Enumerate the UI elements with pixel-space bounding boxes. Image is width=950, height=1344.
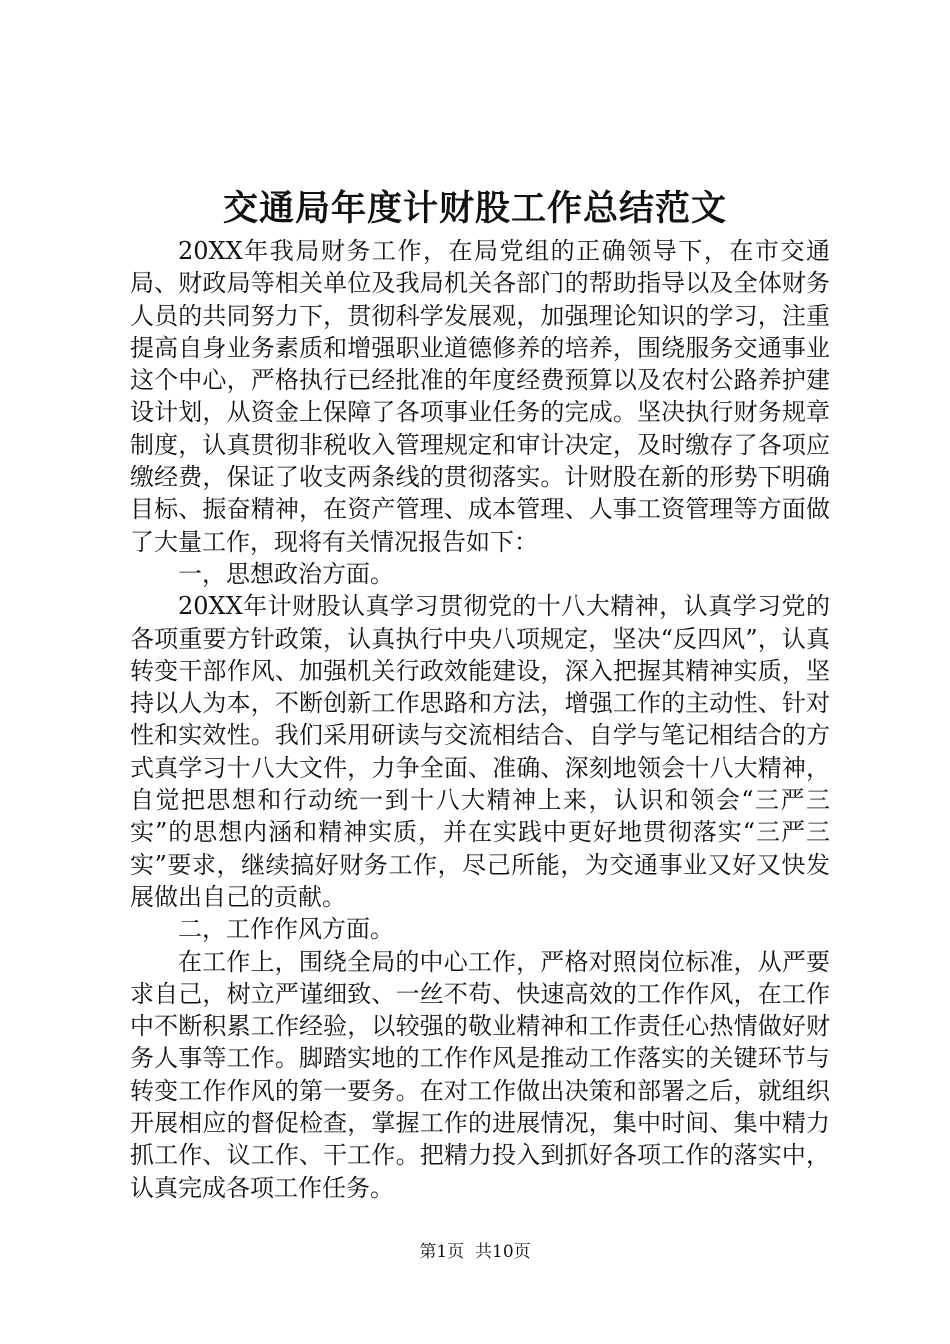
section-heading-2: 二，工作作风方面。 xyxy=(178,915,394,944)
paragraph-political: 20XX年计财股认真学习贯彻党的十八大精神，认真学习党的各项重要方针政策，认真执行中央八项规定，坚决“反四风”，认真转变干部作风、加强机关行政效能建设，深入把握其精神实质，坚持以人为本，不断创新工作思路和方法，增强工作的主动性、针对性和实效性。我们采用研读与交流相结合、自学与笔记相结合的方式真学习十八大文件，力争全面、准确、深刻地领会十八大精神，自觉把思想和行动统一到十八大精神上来，认识和领会“三严三实”的思想内涵和精神实质，并在实践中更好地贯彻落实“三严三实”要求，继续搞好财务工作，尽己所能，为交通事业又好又快发展做出自己的贡献。 xyxy=(130,592,830,911)
paragraph-work-style: 在工作上，围绕全局的中心工作，严格对照岗位标准，从严要求自己，树立严谨细致、一丝不苟、快速高效的工作作风，在工作中不断积累工作经验，以较强的敬业精神和工作责任心热情做好财务人事等工作。脚踏实地的工作作风是推动工作落实的关键环节与转变工作作风的第一要务。在对工作做出决策和部署之后，就组织开展相应的督促检查，掌握工作的进展情况，集中时间、集中精力抓工作、议工作、干工作。把精力投入到抓好各项工作的落实中，认真完成各项工作任务。 xyxy=(130,947,830,1202)
document-body xyxy=(130,235,830,1204)
paragraph-intro: 20XX年我局财务工作，在局党组的正确领导下，在市交通局、财政局等相关单位及我局机关各部门的帮助指导以及全体财务人员的共同努力下，贯彻科学发展观，加强理论知识的学习，注重提高自身业务素质和增强职业道德修养的培养，围绕服务交通事业这个中心，严格执行已经批准的年度经费预算以及农村公路养护建设计划，从资金上保障了各项事业任务的完成。坚决执行财务规章制度，认真贯彻非税收入管理规定和审计决定，及时缴存了各项应缴经费，保证了收支两条线的贯彻落实。计财股在新的形势下明确目标、振奋精神，在资产管理、成本管理、人事工资管理等方面做了大量工作，现将有关情况报告如下： xyxy=(130,237,830,556)
page-total: 共10页 xyxy=(475,1242,531,1262)
document-title: 交通局年度计财股工作总结范文 xyxy=(222,188,727,229)
page-number: 第1页 xyxy=(419,1242,465,1262)
section-heading-1: 一，思想政治方面。 xyxy=(178,559,394,588)
page-footer xyxy=(0,1240,950,1264)
